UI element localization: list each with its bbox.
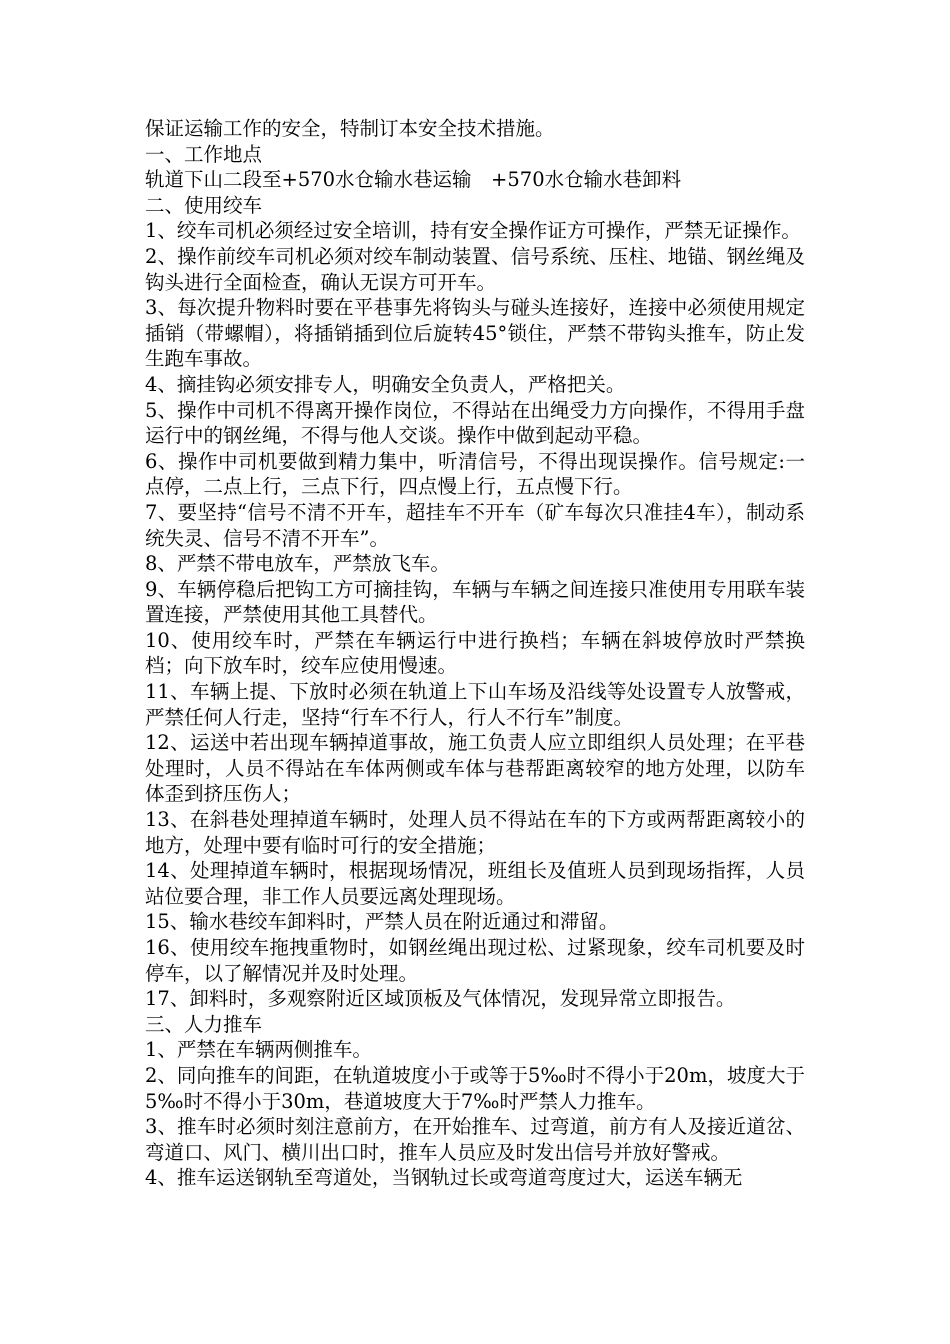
section-heading-manual-pushing: 三、人力推车 (145, 1012, 263, 1036)
winch-rule-17: 17、卸料时，多观察附近区域顶板及气体情况，发现异常立即报告。 (145, 987, 736, 1011)
intro-sentence: 保证运输工作的安全，特制订本安全技术措施。 (145, 117, 555, 140)
winch-rule-7: 7、要坚持“信号不清不开车，超挂车不开车（矿车每次只准挂4车），制动系统失灵、信号不清不开车”。 (145, 500, 805, 550)
pushing-rule-3: 3、推车时必须时刻注意前方，在开始推车、过弯道，前方有人及接近道岔、弯道口、风门、横川出口时，推车人员应及时发出信号并放好警戒。 (145, 1115, 805, 1164)
winch-rule-10: 10、使用绞车时，严禁在车辆运行中进行换档；车辆在斜坡停放时严禁换档；向下放车时，绞车应使用慢速。 (145, 628, 805, 678)
winch-rule-4: 4、摘挂钩必须安排专人，明确安全负责人，严格把关。 (145, 372, 626, 396)
winch-rule-3: 3、每次提升物料时要在平巷事先将钩头与碰头连接好，连接中必须使用规定插销（带螺帽），将插销插到位后旋转45°锁住，严禁不带钩头推车，防止发生跑车事故。 (145, 296, 805, 371)
winch-rule-13: 13、在斜巷处理掉道车辆时，处理人员不得站在车的下方或两帮距离较小的地方，处理中要有临时可行的安全措施； (145, 808, 805, 857)
document-body (145, 116, 805, 1191)
winch-rule-5: 5、操作中司机不得离开操作岗位，不得站在出绳受力方向操作，不得用手盘运行中的钢丝绳，不得与他人交谈。操作中做到起动平稳。 (145, 398, 805, 448)
pushing-rule-4: 4、推车运送钢轨至弯道处，当钢轨过长或弯道弯度过大，运送车辆无 (145, 1166, 743, 1190)
winch-rule-11: 11、车辆上提、下放时必须在轨道上下山车场及沿线等处设置专人放警戒，严禁任何人行走，坚持“行车不行人，行人不行车”制度。 (145, 680, 805, 729)
winch-rule-8: 8、严禁不带电放车，严禁放飞车。 (145, 552, 450, 576)
winch-rule-12: 12、运送中若出现车辆掉道事故，施工负责人应立即组织人员处理；在平巷处理时，人员不得站在车体两侧或车体与巷帮距离较窄的地方处理，以防车体歪到挤压伤人； (145, 731, 805, 806)
work-location-text: 轨道下山二段至+570水仓输水巷运输 +570水仓输水巷卸料 (145, 168, 682, 192)
winch-rule-15: 15、输水巷绞车卸料时，严禁人员在附近通过和滞留。 (145, 910, 619, 934)
pushing-rule-1: 1、严禁在车辆两侧推车。 (145, 1038, 372, 1062)
winch-rule-6: 6、操作中司机要做到精力集中，听清信号，不得出现误操作。信号规定:一点停，二点上行，三点下行，四点慢上行，五点慢下行。 (145, 449, 805, 499)
section-heading-work-location: 一、工作地点 (145, 142, 263, 166)
winch-rule-1: 1、绞车司机必须经过安全培训，持有安全操作证方可操作，严禁无证操作。 (145, 219, 801, 243)
winch-rule-16: 16、使用绞车拖拽重物时，如钢丝绳出现过松、过紧现象，绞车司机要及时停车，以了解情况并及时处理。 (145, 936, 805, 985)
winch-rule-9: 9、车辆停稳后把钩工方可摘挂钩，车辆与车辆之间连接只准使用专用联车装置连接，严禁使用其他工具替代。 (145, 577, 805, 627)
winch-rule-14: 14、处理掉道车辆时，根据现场情况，班组长及值班人员到现场指挥，人员站位要合理，非工作人员要远离处理现场。 (145, 859, 805, 908)
winch-rule-2: 2、操作前绞车司机必须对绞车制动装置、信号系统、压柱、地锚、钢丝绳及钩头进行全面检查，确认无误方可开车。 (145, 244, 805, 294)
pushing-rule-2: 2、同向推车的间距，在轨道坡度小于或等于5‰时不得小于20m，坡度大于5‰时不得小于30m，巷道坡度大于7‰时严禁人力推车。 (145, 1063, 805, 1113)
section-heading-winch: 二、使用绞车 (145, 193, 263, 217)
